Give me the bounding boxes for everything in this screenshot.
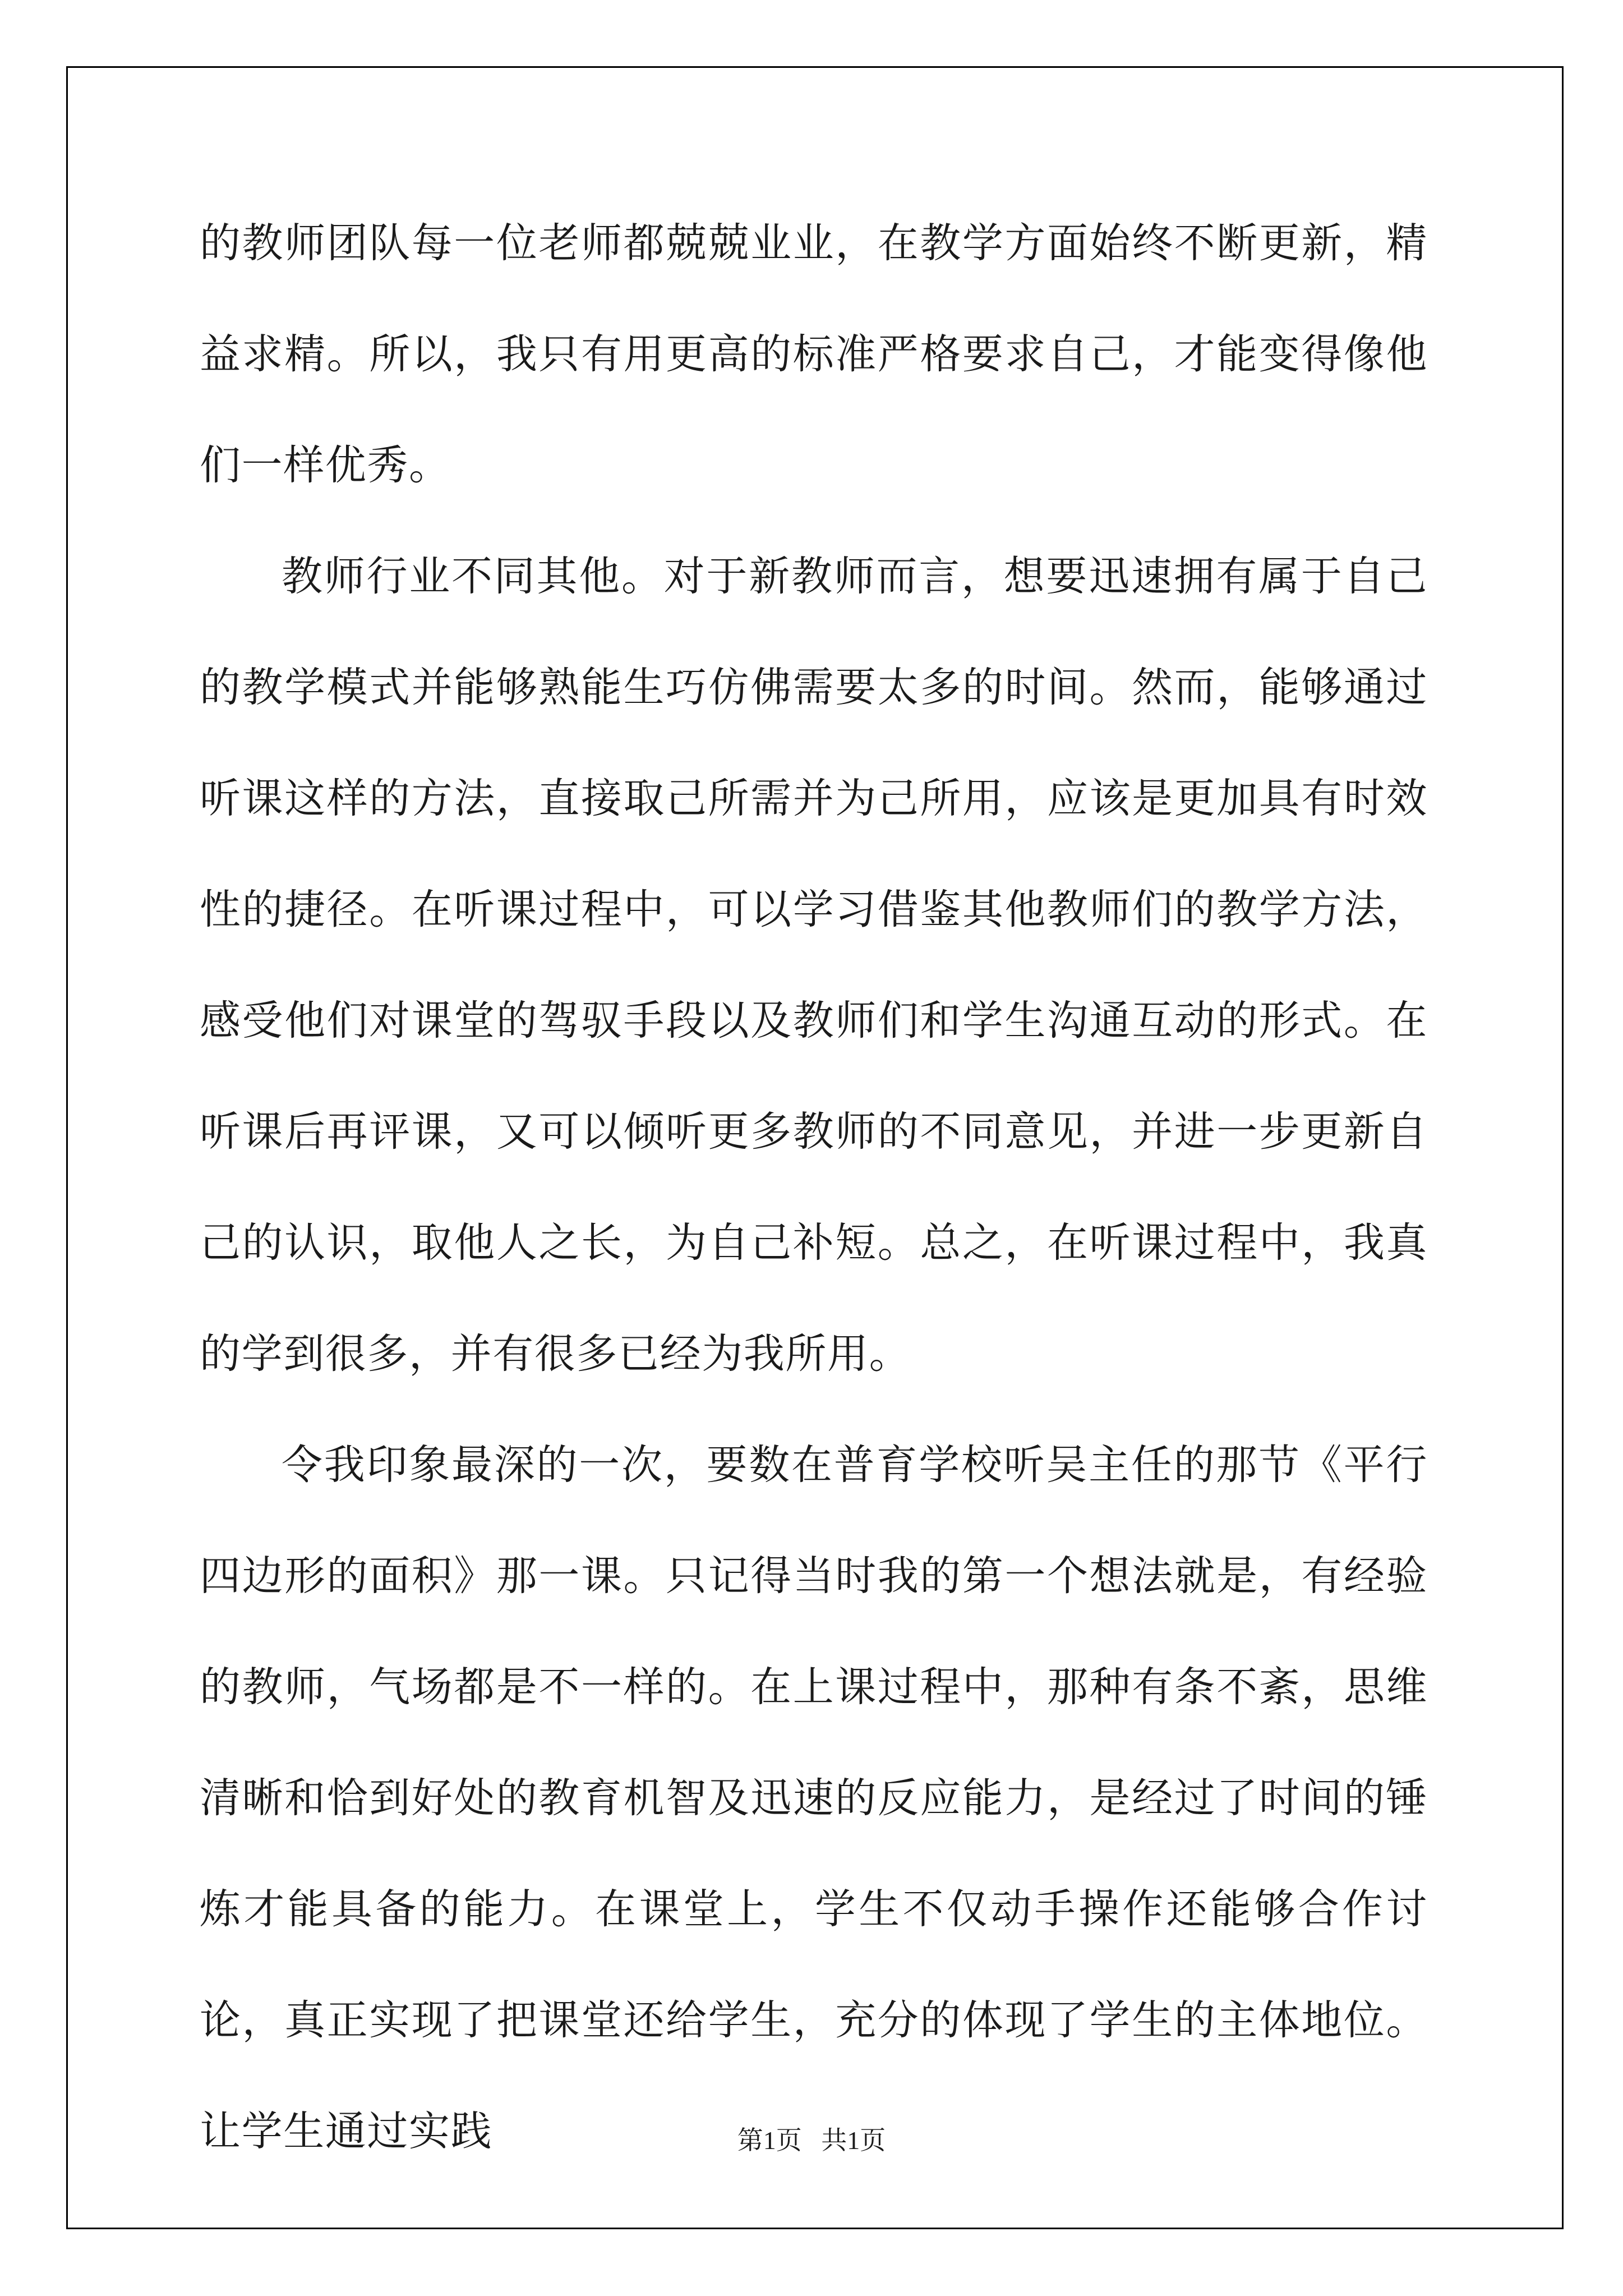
paragraph: 教师行业不同其他。对于新教师而言，想要迅速拥有属于自己的教学模式并能够熟能生巧仿佛需要太多的时间。然而，能够通过听课这样的方法，直接取己所需并为己所用，应该是更加具有时效性的捷径。在听课过程中，可以学习借鉴其他教师们的教学方法，感受他们对课堂的驾驭手段以及教师们和学生沟通互动的形式。在听课后再评课，又可以倾听更多教师的不同意见，并进一步更新自己的认识，取他人之长，为自己补短。总之，在听课过程中，我真的学到很多，并有很多已经为我所用。 bbox=[200, 553, 1428, 1378]
page-number: 第1页 bbox=[737, 2126, 802, 2155]
page-footer bbox=[0, 2124, 1623, 2157]
document-body bbox=[200, 188, 1428, 2187]
paragraph: 令我印象最深的一次，要数在普育学校听吴主任的那节《平行四边形的面积》那一课。只记得当时我的第一个想法就是，有经验的教师，气场都是不一样的。在上课过程中，那种有条不紊，思维清晰和恰到好处的教育机智及迅速的反应能力，是经过了时间的锤炼才能具备的能力。在课堂上，学生不仅动手操作还能够合作讨论，真正实现了把课堂还给学生，充分的体现了学生的主体地位。让学生通过实践 bbox=[200, 1441, 1428, 2155]
page-total: 共1页 bbox=[821, 2126, 886, 2155]
paragraph: 的教师团队每一位老师都兢兢业业，在教学方面始终不断更新，精益求精。所以，我只有用更高的标准严格要求自己，才能变得像他们一样优秀。 bbox=[200, 219, 1428, 489]
